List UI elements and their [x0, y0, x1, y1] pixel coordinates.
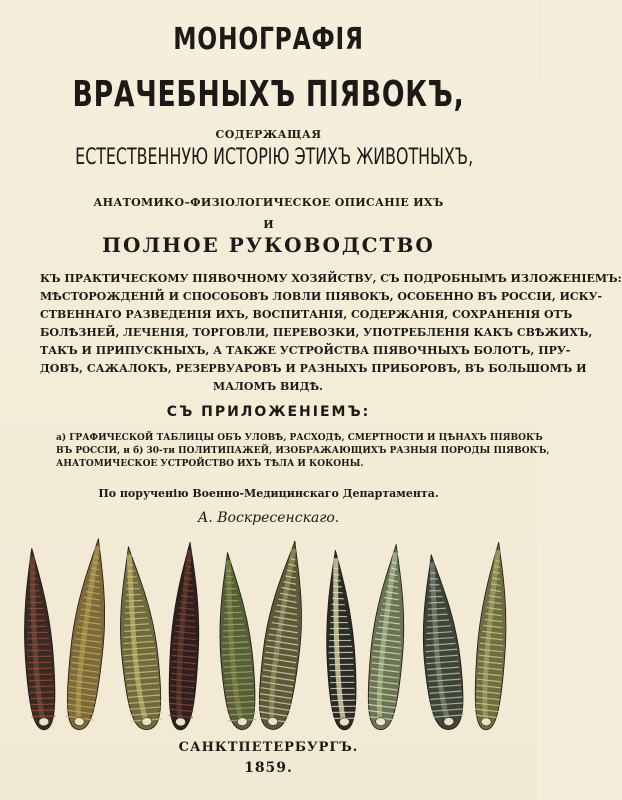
leech-sucker — [175, 718, 185, 727]
leech-illustration — [0, 538, 537, 738]
description-line: КЪ ПРАКТИЧЕСКОМУ ПІЯВОЧНОМУ ХОЗЯЙСТВУ, СЪ ПОДРОБНЫМЪ ИЗЛОЖЕНІЕМЪ: — [40, 272, 622, 285]
leech-figure — [472, 541, 513, 730]
leech-figure — [254, 539, 313, 732]
leech-body — [110, 545, 165, 732]
description-line: ТАКЪ И ПРИПУСКНЫХЪ, А ТАКЖЕ УСТРОЙСТВА ПІЯВОЧНЫХЪ БОЛОТЪ, ПРУ- — [40, 344, 571, 357]
leech-figure — [364, 543, 412, 731]
leech-figure — [166, 541, 204, 730]
publication-place: САНКТПЕТЕРБУРГЪ. — [178, 740, 359, 755]
leech-body — [472, 541, 513, 730]
leech-figure — [110, 545, 165, 732]
appendix-line: АНАТОМИЧЕСКОЕ УСТРОЙСТВО ИХЪ ТѢЛА И КОКОНЫ. — [56, 459, 364, 469]
description-line: БОЛѢЗНЕЙ, ЛЕЧЕНІЯ, ТОРГОВЛИ, ПЕРЕВОЗКИ, УПОТРЕБЛЕНІЯ КАКЪ СВѢЖИХЪ, — [40, 326, 593, 339]
title-line-2: ВРАЧЕБНЫХЪ ПІЯВОКЪ, — [72, 74, 465, 115]
leech-figure — [212, 551, 259, 731]
description-line: ДОВЪ, САЖАЛОКЪ, РЕЗЕРВУАРОВЪ И РАЗНЫХЪ ПРИБОРОВЪ, ВЪ БОЛЬШОМЪ И — [40, 362, 587, 375]
appendix-paragraph — [56, 432, 550, 471]
publication-year: 1859. — [244, 760, 293, 776]
description-line: МАЛОМЪ ВИДѢ. — [213, 380, 323, 393]
leech-body — [254, 539, 313, 732]
leech-sucker — [339, 718, 349, 727]
author-name: А. Воскресенскаго. — [197, 510, 340, 526]
description-line: СТВЕННАГО РАЗВЕДЕНІЯ ИХЪ, ВОСПИТАНІЯ, СОДЕРЖАНІЯ, СОХРАНЕНІЯ ОТЪ — [40, 308, 573, 321]
appendix-line: а) ГРАФИЧЕСКОЙ ТАБЛИЦЫ ОБЪ УЛОВѢ, РАСХОДѢ, СМЕРТНОСТИ И ЦѢНАХЪ ПІЯВОКЪ — [56, 433, 543, 443]
leech-body — [212, 551, 259, 731]
appendix-heading: СЪ ПРИЛОЖЕНІЕМЪ: — [166, 404, 371, 420]
leech-body — [364, 543, 412, 731]
subtitle: ЕСТЕСТВЕННУЮ ИСТОРІЮ ЭТИХЪ ЖИВОТНЫХЪ, — [75, 145, 474, 170]
description-line: МѢСТОРОЖДЕНІЙ И СПОСОБОВЪ ЛОВЛИ ПІЯВОКЪ, ОСОБЕННО ВЪ РОССІИ, ИСКУ- — [40, 290, 603, 303]
containing-label: СОДЕРЖАЩАЯ — [215, 128, 322, 141]
leech-figure — [18, 547, 59, 731]
leech-figure — [321, 549, 358, 730]
anatomical-description-line: АНАТОМИКО–ФИЗІОЛОГИЧЕСКОЕ ОПИСАНІЕ ИХЪ — [93, 196, 444, 209]
conjunction: И — [263, 218, 274, 231]
title-line-1: МОНОГРАФІЯ — [173, 22, 364, 57]
description-paragraph — [40, 270, 622, 396]
leech-figure — [62, 537, 114, 731]
appendix-line: ВЪ РОССІИ, и б) 30-ти ПОЛИТИПАЖЕЙ, ИЗОБРАЖАЮЩИХЪ РАЗНЫЯ ПОРОДЫ ПІЯВОКЪ, — [56, 446, 550, 456]
guide-heading: ПОЛНОЕ РУКОВОДСТВО — [102, 233, 435, 257]
leech-figure — [413, 553, 467, 732]
commission-line: По порученію Военно-Медицинскаго Департамента. — [98, 487, 439, 500]
